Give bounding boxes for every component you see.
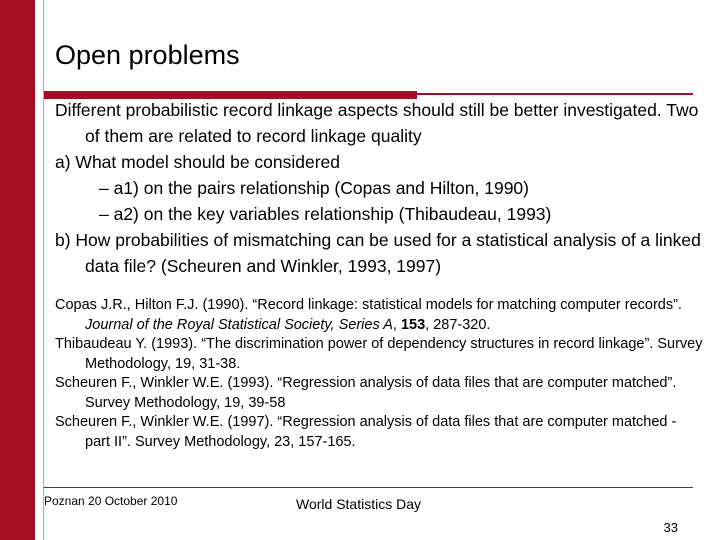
reference-copas-hilton — [55, 296, 705, 335]
page-number: 33 — [663, 520, 678, 535]
ref1-sep: , — [392, 316, 401, 333]
reference-thibaudeau: Thibaudeau Y. (1993). “The discrimination power of dependency structures in record linkage”. Survey Methodology, 19, 31-38. — [55, 336, 703, 372]
footer-event: World Statistics Day — [296, 496, 421, 512]
footer-divider-line — [44, 487, 693, 488]
main-content — [55, 97, 705, 279]
slide-title: Open problems — [55, 40, 240, 70]
reference-scheuren-winkler-1997: Scheuren F., Winkler W.E. (1997). “Regression analysis of data files that are computer matched - part II”. Survey Methodology, 23, 157-165. — [55, 414, 677, 450]
item-b: b) How probabilities of mismatching can be used for a statistical analysis of a linked data file? (Scheuren and Winkler, 1993, 1997) — [55, 230, 701, 276]
ref1-pages: , 287-320. — [425, 316, 491, 333]
left-divider-line — [43, 0, 44, 540]
title-underline-thin — [417, 93, 693, 95]
intro-paragraph: Different probabilistic record linkage aspects should still be better investigated. Two of them are related to record linkage quality — [55, 100, 699, 146]
left-accent-bar — [0, 0, 35, 540]
reference-scheuren-winkler-1993: Scheuren F., Winkler W.E. (1993). “Regression analysis of data files that are computer matched”. Survey Methodology, 19, 39-58 — [55, 375, 677, 411]
footer-date: Poznan 20 October 2010 — [44, 494, 178, 508]
item-a1: – a1) on the pairs relationship (Copas and Hilton, 1990) — [99, 178, 529, 198]
ref1-text: Copas J.R., Hilton F.J. (1990). “Record linkage: statistical models for matching computer records”. — [55, 297, 682, 313]
ref1-journal: Journal of the Royal Statistical Society, Series A — [85, 316, 393, 333]
item-a: a) What model should be considered — [55, 152, 341, 172]
ref1-volume: 153 — [400, 316, 426, 333]
references-list — [55, 296, 705, 452]
item-a2: – a2) on the key variables relationship (Thibaudeau, 1993) — [99, 204, 552, 224]
